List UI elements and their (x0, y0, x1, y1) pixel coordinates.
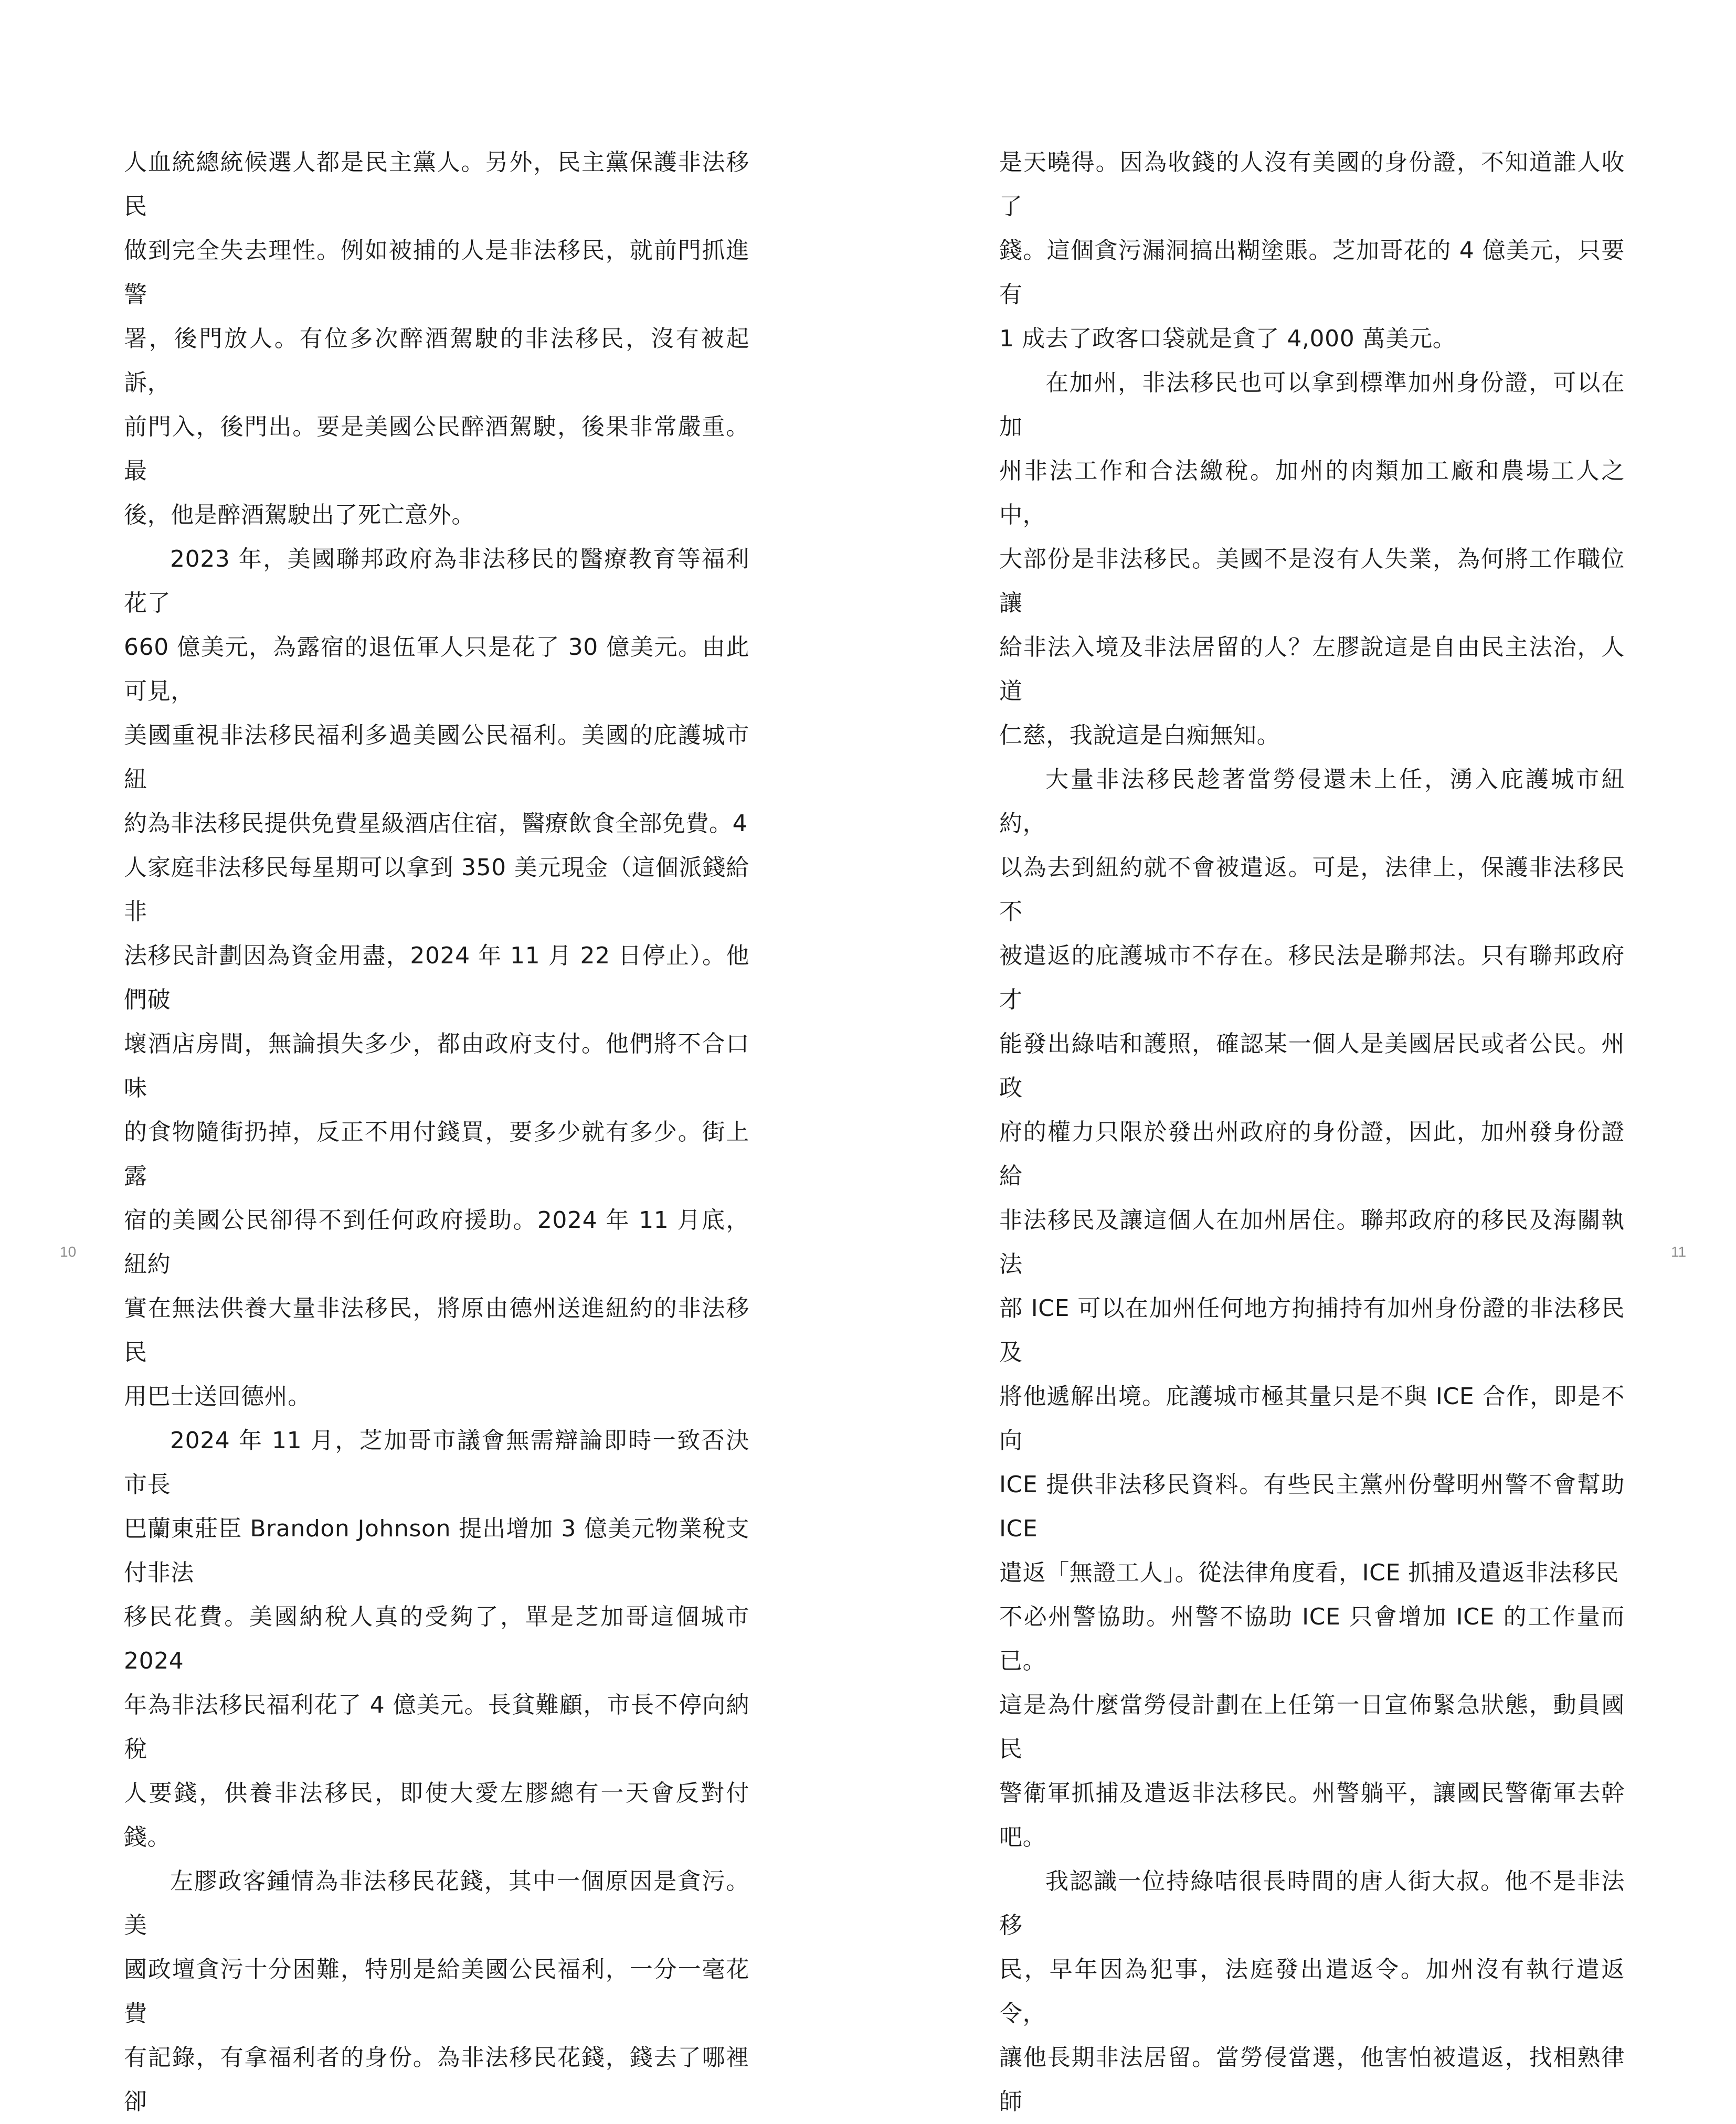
left-page-body-text (124, 141, 749, 2124)
right-paragraph-1: 是天曉得。因為收錢的人沒有美國的身份證，不知道誰人收了 錢。這個貪污漏洞搞出糊塗賬。芝加哥花的 4 億美元，只要有 1 成去了政客口袋就是貪了 4,000 萬美元。 (999, 149, 1625, 352)
right-paragraph-2: 在加州，非法移民也可以拿到標準加州身份證，可以在加 州非法工作和合法繳稅。加州的肉類加工廠和農場工人之中， 大部份是非法移民。美國不是沒有人失業，為何將工作職位讓 給非法入境及非法居留的人？左膠說這是自由民主法治，人道 仁慈，我說這是白痴無知。 (999, 369, 1625, 749)
left-page (0, 0, 868, 2115)
right-page-number: 11 (1671, 1244, 1687, 1260)
left-page-number: 10 (60, 1244, 77, 1260)
right-page (868, 0, 1736, 2115)
left-paragraph-4: 左膠政客鍾情為非法移民花錢，其中一個原因是貪污。美 國政壇貪污十分困難，特別是給美國公民福利，一分一毫花費 有記錄，有拿福利者的身份。為非法移民花錢，錢去了哪裡卻 (124, 1868, 749, 2115)
left-paragraph-1: 人血統總統候選人都是民主黨人。另外，民主黨保護非法移民 做到完全失去理性。例如被捕的人是非法移民，就前門抓進警 署，後門放人。有位多次醉酒駕駛的非法移民，沒有被起訴， 前門入，後門出。要是美國公民醉酒駕駛，後果非常嚴重。最 後，他是醉酒駕駛出了死亡意外。 (124, 149, 749, 528)
right-paragraph-4: 我認識一位持綠咭很長時間的唐人街大叔。他不是非法移 民，早年因為犯事，法庭發出遣返令。加州沒有執行遣返令， 讓他長期非法居留。當勞侵當選，他害怕被遣返，找相熟律師 (999, 1868, 1625, 2115)
right-page-body-text (999, 141, 1625, 2124)
left-paragraph-3: 2024 年 11 月，芝加哥市議會無需辯論即時一致否決市長 巴蘭東莊臣 Brandon Johnson 提出增加 3 億美元物業稅支付非法 移民花費。美國納稅人真的受夠了，單是芝加哥這個城市 2024 年為非法移民福利花了 4 億美元。長貧難顧，市長不停向納稅 人要錢，供養非法移民，即使大愛左膠總有一天會反對付錢。 (124, 1427, 749, 1851)
right-paragraph-3: 大量非法移民趁著當勞侵還未上任，湧入庇護城市紐約， 以為去到紐約就不會被遣返。可是，法律上，保護非法移民不 被遣返的庇護城市不存在。移民法是聯邦法。只有聯邦政府才 能發出綠咭和護照，確認某一個人是美國居民或者公民。州政 府的權力只限於發出州政府的身份證，因此，加州發身份證給 非法移民及讓這個人在加州居住。聯邦政府的移民及海關執法 部 ICE 可以在加州任何地方拘捕持有加州身份證的非法移民及 將他遞解出境。庇護城市極其量只是不與 ICE 合作，即是不向 ICE 提供非法移民資料。有些民主黨州份聲明州警不會幫助 ICE 遣返「無證工人」。從法律角度看，ICE 抓捕及遣返非法移民 不必州警協助。州警不協助 ICE 只會增加 ICE 的工作量而已。 這是為什麼當勞侵計劃在上任第一日宣佈緊急狀態，動員國民 警衛軍抓捕及遣返非法移民。州警躺平，讓國民警衛軍去幹吧。 (999, 766, 1625, 1851)
left-paragraph-2: 2023 年，美國聯邦政府為非法移民的醫療教育等福利花了 660 億美元，為露宿的退伍軍人只是花了 30 億美元。由此可見， 美國重視非法移民福利多過美國公民福利。美國的庇護城市紐 約為非法移民提供免費星級酒店住宿，醫療飲食全部免費。4 人家庭非法移民每星期可以拿到 350 美元現金（這個派錢給非 法移民計劃因為資金用盡，2024 年 11 月 22 日停止）。他們破 壞酒店房間，無論損失多少，都由政府支付。他們將不合口味 的食物隨街扔掉，反正不用付錢買，要多少就有多少。街上露 宿的美國公民卻得不到任何政府援助。2024 年 11 月底，紐約 實在無法供養大量非法移民，將原由德州送進紐約的非法移民 用巴士送回德州。 (124, 546, 749, 1410)
